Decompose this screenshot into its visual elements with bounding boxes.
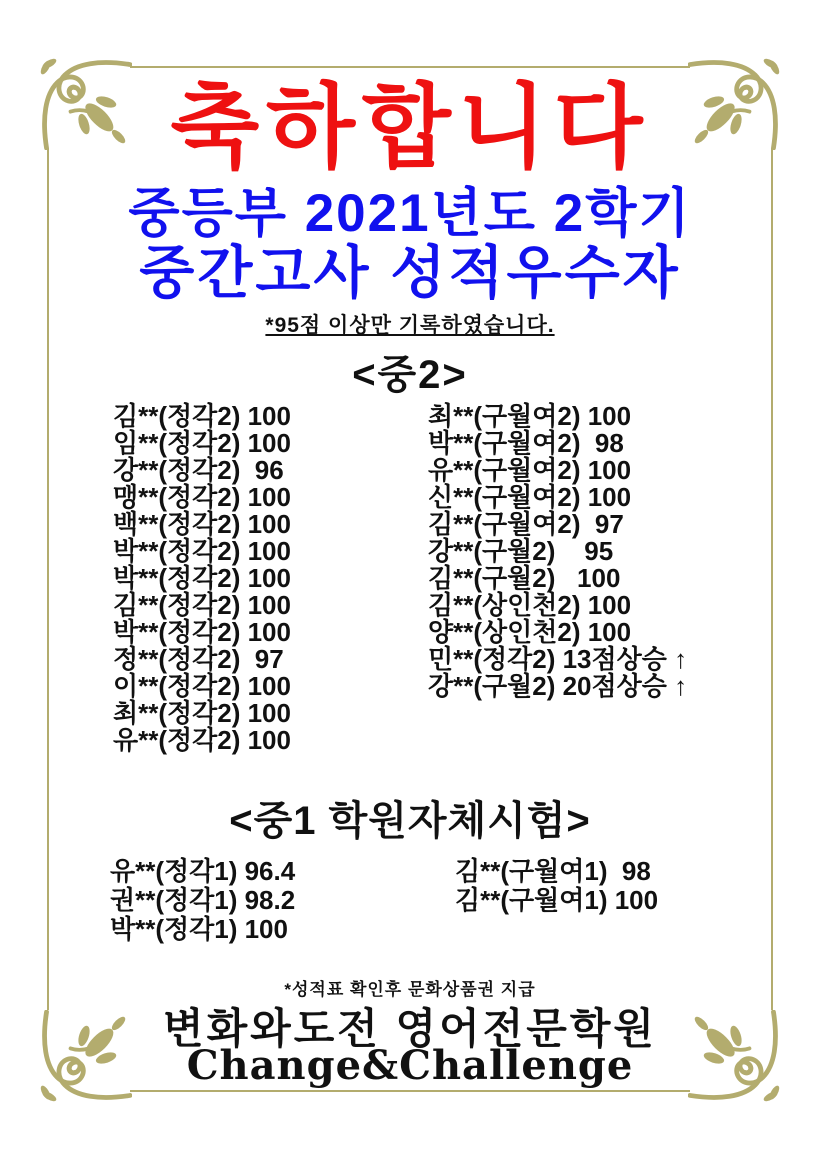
score-row: 박**(정각1) 100: [110, 914, 288, 944]
score-row: 강**(구월2) 95: [428, 536, 614, 566]
score-row: 김**(구월여1) 100: [455, 885, 659, 915]
score-row: 권**(정각1) 98.2: [110, 885, 296, 915]
score-row: 유**(정각2) 100: [113, 725, 291, 755]
frame-border-top: [130, 66, 690, 68]
grade1-heading: <중1 학원자체시험>: [229, 799, 591, 843]
grade2-heading: <중2>: [352, 353, 468, 397]
score-row: 김**(구월여2) 97: [428, 509, 624, 539]
score-row: 정**(정각2) 97: [113, 644, 284, 674]
score-row: 김**(정각2) 100: [113, 590, 291, 620]
frame-border-bottom: [130, 1090, 690, 1092]
poster-subtitle-line1: 중등부 2021년도 2학기: [128, 184, 692, 243]
score-row: 김**(상인천2) 100: [428, 590, 632, 620]
score-row: 박**(정각2) 100: [113, 563, 291, 593]
grade2-right-column: [428, 403, 687, 700]
score-row: 최**(정각2) 100: [113, 698, 291, 728]
grade2-left-column: [113, 403, 291, 754]
score-row: 강**(구월2) 20점상승 ↑: [428, 671, 688, 701]
score-row: 민**(정각2) 13점상승 ↑: [428, 644, 688, 674]
score-row: 김**(정각2) 100: [113, 401, 291, 431]
score-row: 이**(정각2) 100: [113, 671, 291, 701]
score-row: 유**(구월여2) 100: [428, 455, 632, 485]
poster-subtitle-line2: 중간고사 성적우수자: [139, 241, 681, 305]
grade1-right-column: [455, 857, 658, 915]
qualification-note: *95점 이상만 기록하였습니다.: [265, 314, 555, 337]
poster-title: 축하합니다: [170, 77, 650, 179]
score-row: 맹**(정각2) 100: [113, 482, 291, 512]
score-row: 박**(정각2) 100: [113, 536, 291, 566]
score-row: 박**(구월여2) 98: [428, 428, 624, 458]
score-row: 유**(정각1) 96.4: [110, 856, 296, 886]
footer-note: *성적표 확인후 문화상품권 지급: [284, 980, 536, 999]
score-row: 김**(구월여1) 98: [455, 856, 651, 886]
academy-name: 변화와도전 영어전문학원: [163, 1005, 657, 1052]
score-row: 김**(구월2) 100: [428, 563, 621, 593]
score-row: 양**(상인천2) 100: [428, 617, 632, 647]
score-row: 신**(구월여2) 100: [428, 482, 632, 512]
score-row: 박**(정각2) 100: [113, 617, 291, 647]
score-row: 강**(정각2) 96: [113, 455, 284, 485]
academy-english-name: Change&Challenge: [186, 1042, 634, 1089]
grade1-left-column: [110, 857, 295, 944]
score-row: 백**(정각2) 100: [113, 509, 291, 539]
score-row: 최**(구월여2) 100: [428, 401, 632, 431]
score-row: 임**(정각2) 100: [113, 428, 291, 458]
